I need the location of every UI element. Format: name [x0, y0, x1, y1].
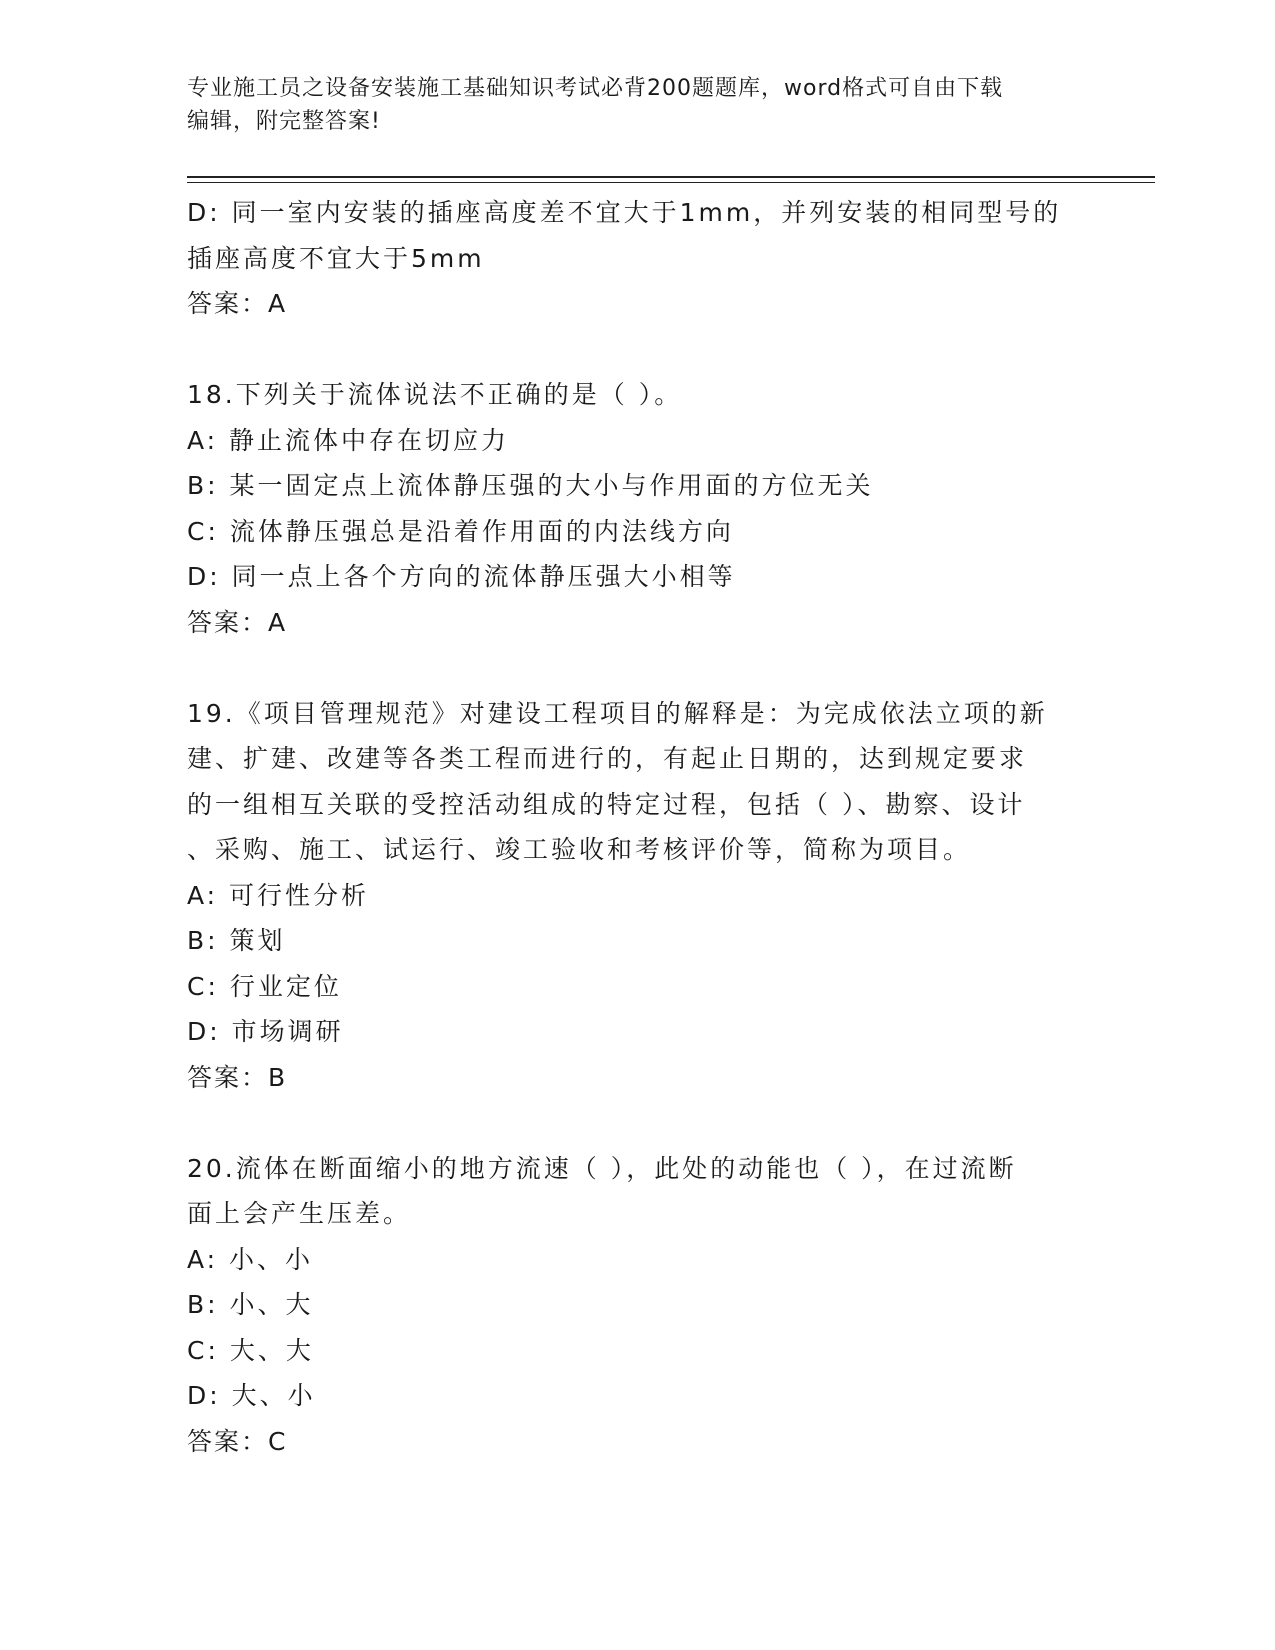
option-d: D: 同一室内安装的插座高度差不宜大于1mm，并列安装的相同型号的 [187, 198, 1062, 227]
option-d-continued: 插座高度不宜大于5mm [187, 243, 485, 273]
question-stem-continued: 、采购、施工、试运行、竣工验收和考核评价等，简称为项目。 [187, 835, 972, 864]
spacer [187, 327, 1067, 373]
option-c: C: 行业定位 [187, 971, 342, 1001]
option-d: D: 市场调研 [187, 1017, 344, 1046]
document-header [187, 72, 1067, 138]
header-title-line-1: 专业施工员之设备安装施工基础知识考试必背200题题库，word格式可自由下载 [187, 76, 1004, 101]
previous-question-tail [187, 190, 1067, 327]
option-a: A: 小、小 [187, 1244, 314, 1274]
document-body [187, 190, 1067, 1464]
header-divider-thick [187, 176, 1155, 178]
option-a: A: 静止流体中存在切应力 [187, 425, 510, 455]
answer-line: 答案：A [187, 289, 288, 318]
question-stem-continued: 建、扩建、改建等各类工程而进行的，有起止日期的，达到规定要求 [187, 744, 1028, 773]
option-c: C: 流体静压强总是沿着作用面的内法线方向 [187, 516, 734, 546]
header-divider-thin [187, 182, 1155, 183]
header-title-line-2: 编辑，附完整答案! [187, 109, 381, 134]
answer-line: 答案：B [187, 1062, 288, 1092]
option-a: A: 可行性分析 [187, 880, 370, 910]
question-stem: 18.下列关于流体说法不正确的是（ ）。 [187, 380, 683, 409]
spacer [187, 645, 1067, 691]
question-stem-continued: 面上会产生压差。 [187, 1199, 412, 1228]
question-20 [187, 1146, 1067, 1465]
option-b: B: 小、大 [187, 1290, 314, 1319]
spacer [187, 1100, 1067, 1146]
question-19 [187, 691, 1067, 1101]
option-b: B: 策划 [187, 926, 286, 955]
answer-line: 答案：C [187, 1426, 288, 1456]
question-stem-continued: 的一组相互关联的受控活动组成的特定过程，包括（ ）、勘察、设计 [187, 789, 1026, 819]
option-c: C: 大、大 [187, 1335, 314, 1365]
option-d: D: 大、小 [187, 1381, 316, 1410]
question-stem: 20.流体在断面缩小的地方流速（ ），此处的动能也（ ），在过流断 [187, 1153, 1017, 1183]
question-18 [187, 372, 1067, 645]
question-stem: 19.《项目管理规范》对建设工程项目的解释是：为完成依法立项的新 [187, 698, 1048, 728]
answer-line: 答案：A [187, 607, 288, 637]
option-d: D: 同一点上各个方向的流体静压强大小相等 [187, 562, 736, 591]
option-b: B: 某一固定点上流体静压强的大小与作用面的方位无关 [187, 471, 874, 500]
